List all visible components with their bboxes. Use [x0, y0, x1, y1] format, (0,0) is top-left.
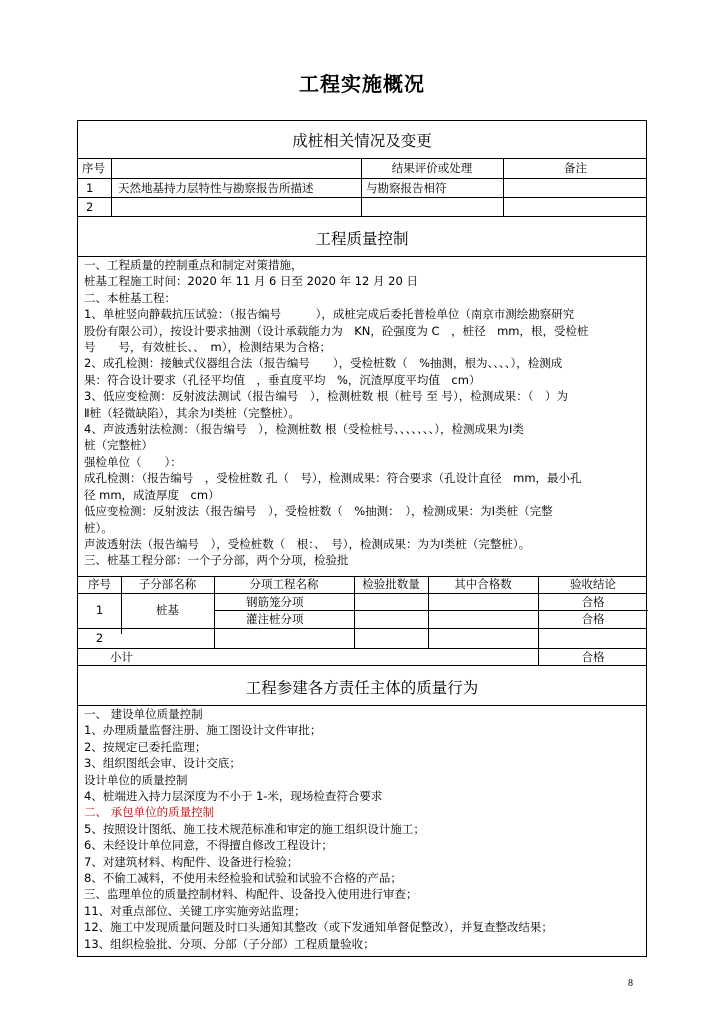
party-behavior-text [84, 706, 642, 952]
item-result: 合格 [581, 612, 605, 626]
text-line: 强检单位（ ）： [84, 454, 182, 469]
col-header-remark: 备注 [564, 161, 587, 175]
document-title: 工程实施概况 [299, 72, 425, 96]
text-line: 声波透射法（报告编号 ），受检桩数（ 根：、 号），检测成果：为为Ⅰ类桩（完整桩）。 [84, 536, 531, 551]
text-line: 12、施工中发现质量问题及时口头通知其整改（或下发通知单督促整改），并复查整改结果； [84, 920, 553, 935]
text-line: 三、监理单位的质量控制材料、构配件、设备投入使用进行审查； [84, 887, 418, 902]
text-line: 低应变检测：反射波法（报告编号 ），受检桩数（ %抽测： ），检测成果：为Ⅰ类桩（完整 [84, 504, 553, 519]
text-line: 6、未经设计单位同意，不得擅自修改工程设计； [84, 838, 333, 853]
text-line: 11、对重点部位、关键工序实施旁站监理； [84, 903, 306, 918]
text-line: 4、桩端进入持力层深度为不小于 1-米，现场检查符合要求 [84, 789, 383, 804]
col-header-result: 结果评价或处理 [391, 161, 473, 175]
subtotal-label: 小计 [110, 650, 133, 664]
row-number: 2 [86, 200, 94, 214]
text-line: 成孔检测：（报告编号 ，受检桩数 孔（ 号），检测成果：符合要求（孔设计直径 mm，最小孔 [84, 471, 582, 486]
row-number: 2 [95, 631, 104, 645]
col-header-no: 序号 [88, 577, 111, 591]
col-header-conclusion: 验收结论 [570, 577, 616, 591]
row-number: 1 [86, 181, 94, 195]
text-line: 号 号，有效桩长、、 m），检测结果为合格； [84, 340, 331, 355]
divider [78, 197, 646, 198]
text-line: 3、组织图纸会审、设计交底； [84, 756, 241, 771]
text-line: 2、成孔检测：接触式仪器组合法（报告编号 ），受检桩数（ %抽测，根为、、、、），检测成 [84, 356, 563, 371]
section-title-quality-control: 工程质量控制 [315, 230, 409, 248]
text-line: 股份有限公司），按设计要求抽测（设计承载能力为 KN，砼强度为 C ，桩径 mm，根，受检桩 [84, 323, 589, 338]
page-number: 8 [628, 978, 633, 989]
col-header-qualified: 其中合格数 [454, 577, 512, 591]
text-line: 5、按照设计图纸、施工技术规范标准和审定的施工组织设计施工； [84, 821, 425, 836]
divider [111, 158, 112, 216]
text-line: 3、低应变检测：反射波法测试（报告编号 ），检测桩数 根（桩号 至 号），检测成果：（ ）为 [84, 389, 569, 404]
text-line: 1、单桩竖向静载抗压试验：（报告编号 ），成桩完成后委托普检单位（南京市测绘勘察研究 [84, 307, 575, 322]
item-result: 合格 [581, 595, 605, 609]
text-line: 4、声波透射法检测：（报告编号 ），检测桩数 根（受检桩号、、、、、、、），检测成果为Ⅰ类 [84, 422, 524, 437]
row-item: 天然地基持力层特性与勘察报告所描述 [118, 181, 314, 195]
text-line: 13、组织检验批、分项、分部（子分部）工程质量验收； [84, 936, 375, 951]
col-header-subdivision: 子分部名称 [138, 577, 197, 591]
divider [78, 628, 646, 629]
divider [78, 216, 646, 217]
text-line: 径 mm，成渣厚度 cm） [84, 487, 220, 502]
quality-control-text [84, 257, 642, 569]
text-line: Ⅱ桩（轻微缺陷），其余为Ⅰ类桩（完整桩）。 [84, 405, 301, 420]
text-line: 2、按规定已委托监理； [84, 739, 207, 754]
text-line: 果：符合设计要求（孔径平均值 ，垂直度平均 %，沉渣厚度平均值 cm） [84, 372, 481, 387]
text-line: 桩基工程施工时间：2020 年 11 月 6 日至 2020 年 12 月 20 日 [84, 274, 418, 289]
divider [78, 665, 646, 666]
col-header-no: 序号 [82, 161, 105, 175]
divider [78, 178, 646, 179]
subdivision-name: 桩基 [156, 603, 179, 617]
text-line: 桩）。 [84, 520, 113, 535]
section-title-piles-changes: 成桩相关情况及变更 [292, 132, 432, 150]
text-line: 1、办理质量监督注册、施工图设计文件审批； [84, 723, 322, 738]
section-title-party-responsibility: 工程参建各方责任主体的质量行为 [245, 679, 479, 697]
text-line: 二、本桩基工程： [84, 290, 176, 305]
report-form [77, 120, 647, 957]
text-line: 二、 承包单位的质量控制 [84, 805, 215, 820]
text-line: 桩（完整桩） [84, 438, 153, 453]
divider [78, 158, 646, 159]
row-result: 与勘察报告相符 [366, 181, 447, 195]
col-header-item-name: 分项工程名称 [249, 577, 319, 591]
text-line: 8、不偷工减料，不使用未经检验和试验和试验不合格的产品； [84, 871, 402, 886]
text-line: 三、桩基工程分部：一个子分部，两个分项，检验批 [84, 553, 349, 568]
text-line: 一、 建设单位质量控制 [84, 707, 203, 721]
text-line: 一、工程质量的控制重点和制定对策措施， [84, 258, 303, 272]
text-line: 设计单位的质量控制 [84, 772, 188, 787]
subtotal-result: 合格 [581, 650, 605, 664]
col-header-batch-count: 检验批数量 [362, 577, 420, 591]
item-name: 钢筋笼分项 [246, 595, 304, 609]
item-name: 灌注桩分项 [246, 612, 304, 626]
row-number: 1 [95, 603, 104, 617]
text-line: 7、对建筑材料、构配件、设备进行检验； [84, 854, 299, 869]
